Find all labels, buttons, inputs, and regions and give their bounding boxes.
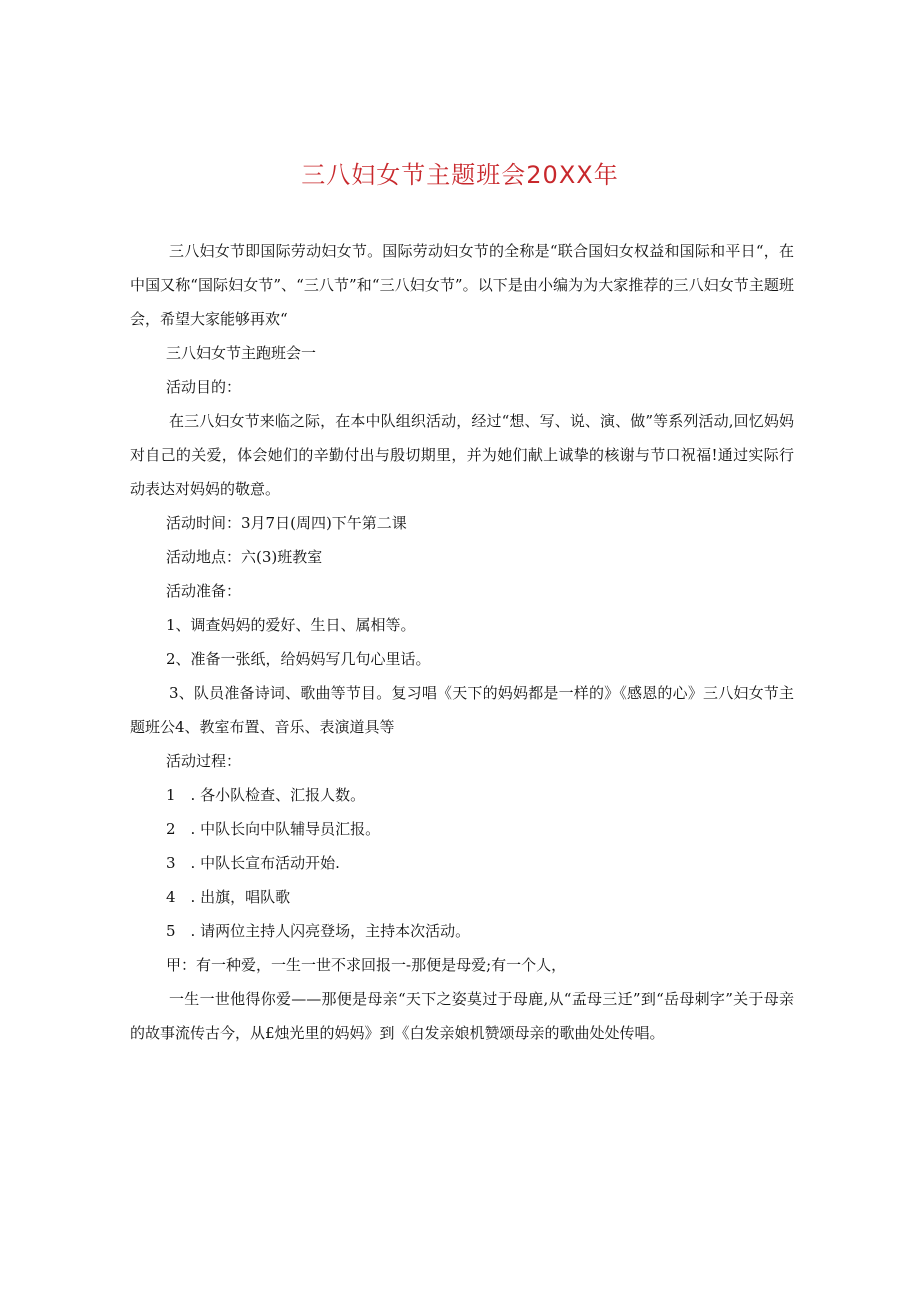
preparation-item: 1、调查妈妈的爱好、生日、属相等。 [166, 616, 416, 634]
host-dialogue-continued: 一生一世他得你爱——那便是母亲“天下之姿莫过于母鹿,从“孟母三迁”到“岳母刺字”关于母亲的故事流传古今，从£烛光里的妈妈》到《白发亲娘机赞颂母亲的歌曲处处传唱。 [130, 990, 794, 1042]
activity-location: 活动地点：六(3)班教室 [166, 548, 323, 566]
process-step: 5 . 请两位主持人闪亮登场，主持本次活动。 [166, 922, 471, 940]
activity-preparation-label: 活动准备： [166, 582, 242, 600]
intro-paragraph: 三八妇女节即国际劳动妇女节。国际劳动妇女节的全称是“联合国妇女权益和国际和平日“，在中国又称“国际妇女节”、“三八节”和“三八妇女节”。以下是由小编为为大家推荐的三八妇女节主题班会，希望大家能够再欢“ [130, 242, 794, 328]
activity-process-label: 活动过程： [166, 752, 242, 770]
host-dialogue: 甲：有一种爱，一生一世不求回报一-那便是母爱;有一个人， [166, 956, 567, 974]
activity-time: 活动时间：3月7日(周四)下午第二课 [166, 514, 407, 532]
process-step: 2 . 中队长向中队辅导员汇报。 [166, 820, 381, 838]
process-step: 4 . 出旗，唱队歌 [166, 888, 291, 906]
section-heading: 三八妇女节主跑班会一 [166, 344, 317, 362]
preparation-item: 3、队员准备诗词、歌曲等节目。复习唱《天下的妈妈都是一样的》《感恩的心》三八妇女节主题班公4、教室布置、音乐、表演道具等 [130, 684, 794, 736]
process-step: 1 . 各小队检查、汇报人数。 [166, 786, 366, 804]
document-title: 三八妇女节主题班会20XX年 [301, 161, 619, 189]
activity-purpose-text: 在三八妇女节来临之际，在本中队组织活动，经过“想、写、说、演、做”等系列活动,回忆妈妈对自己的关爱，体会她们的辛勤付出与殷切期里，并为她们献上诚挚的核谢与节口祝福!通过实际行动表达对妈妈的敬意。 [130, 412, 794, 498]
activity-purpose-label: 活动目的： [166, 378, 242, 396]
document-body [130, 234, 794, 1050]
process-step: 3 . 中队长宣布活动开始. [166, 854, 340, 872]
preparation-item: 2、准备一张纸，给妈妈写几句心里话。 [166, 650, 431, 668]
